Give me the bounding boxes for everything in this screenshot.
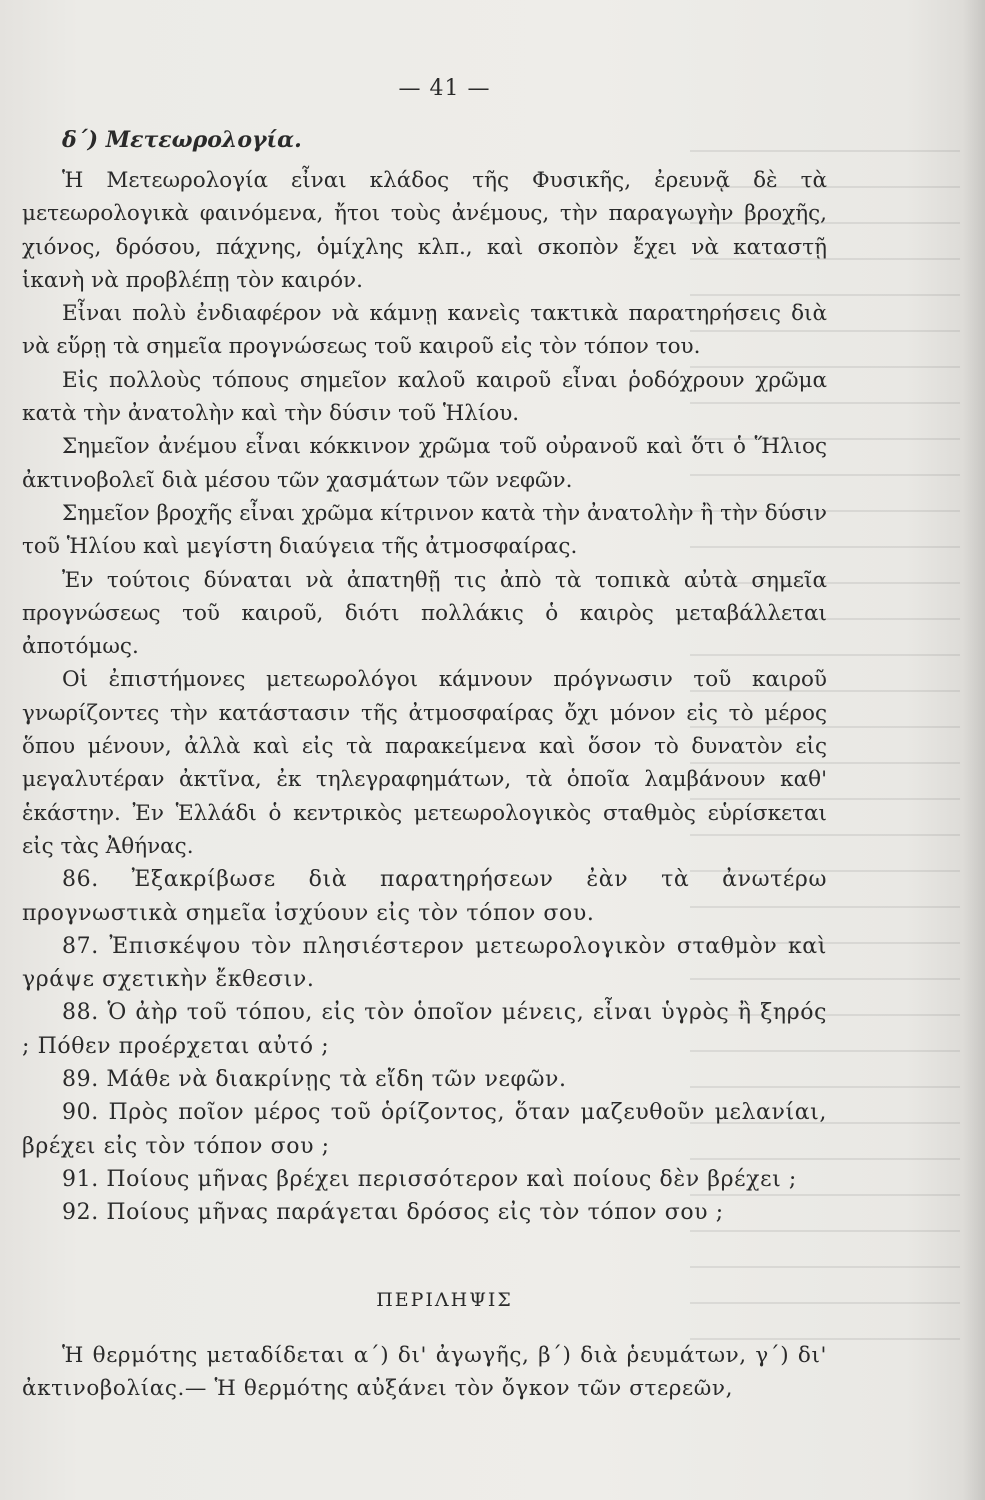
paragraph-good-weather: Εἰς πολλοὺς τόπους σημεῖον καλοῦ καιροῦ εἶναι ῥοδόχρουν χρῶμα κατὰ τὴν ἀνατολὴν καὶ τὴν δύσιν τοῦ Ἡλίου.: [22, 367, 827, 427]
page-content: [22, 72, 827, 1405]
paragraph-wind: Σημεῖον ἀνέμου εἶναι κόκκινον χρῶμα τοῦ οὐρανοῦ καὶ ὅτι ὁ Ἥλιος ἀκτινοβολεῖ διὰ μέσου τῶν χασμάτων τῶν νεφῶν.: [22, 434, 827, 493]
paragraph-scientists: Οἱ ἐπιστήμονες μετεωρολόγοι κάμνουν πρόγνωσιν τοῦ καιροῦ γνωρίζοντες τὴν κατάστασιν τῆς ἀτμοσφαίρας ὄχι μόνον εἰς τὸ μέρος ὅπου μένουν, ἀλλὰ καὶ εἰς τὰ παρακείμενα καὶ ὅσον τὸ δυνατὸν εἰς μεγαλυτέραν ἀκτῖνα, ἐκ τηλεγραφημάτων, τὰ ὁποῖα λαμβάνουν καθ' ἑκάστην. Ἐν Ἑλλάδι ὁ κεντρικὸς μετεωρολογικὸς σταθμὸς εὑρίσκεται εἰς τὰς Ἀθήνας.: [22, 667, 827, 859]
exercise-88: 88. Ὁ ἀὴρ τοῦ τόπου, εἰς τὸν ὁποῖον μένεις, εἶναι ὑγρὸς ἢ ξηρός ; Πόθεν προέρχεται αὐτό ;: [22, 1000, 827, 1059]
paragraph-observations: Εἶναι πολὺ ἐνδιαφέρον νὰ κάμνῃ κανεὶς τακτικὰ παρατηρήσεις διὰ νὰ εὕρῃ τὰ σημεῖα προγνώσεως τοῦ καιροῦ εἰς τὸν τόπον του.: [22, 301, 827, 360]
section-title: δ΄) Μετεωρολογία.: [62, 127, 302, 153]
summary-heading: ΠΕΡΙΛΗΨΙΣ: [376, 1288, 513, 1311]
main-text: [22, 164, 827, 1230]
exercise-87: 87. Ἐπισκέψου τὸν πλησιέστερον μετεωρολογικὸν σταθμὸν καὶ γράψε σχετικὴν ἔκθεσιν.: [22, 933, 827, 993]
paragraph-rain: Σημεῖον βροχῆς εἶναι χρῶμα κίτρινον κατὰ τὴν ἀνατολὴν ἢ τὴν δύσιν τοῦ Ἡλίου καὶ μεγίστη διαύγεια τῆς ἀτμοσφαίρας.: [22, 500, 827, 560]
exercise-86: 86. Ἐξακρίβωσε διὰ παρατηρήσεων ἐὰν τὰ ἀνωτέρω προγνωστικὰ σημεῖα ἰσχύουν εἰς τὸν τόπον σου.: [22, 867, 827, 926]
summary-text: Ἡ θερμότης μεταδίδεται α΄) δι' ἀγωγῆς, β΄) διὰ ῥευμάτων, γ΄) δι' ἀκτινοβολίας.— Ἡ θερμότης αὐξάνει τὸν ὄγκον τῶν στερεῶν,: [22, 1342, 827, 1402]
page-number: — 41 —: [398, 76, 491, 101]
exercise-89: 89. Μάθε νὰ διακρίνῃς τὰ εἴδη τῶν νεφῶν.: [62, 1067, 567, 1093]
exercise-90: 90. Πρὸς ποῖον μέρος τοῦ ὁρίζοντος, ὅταν μαζευθοῦν μελανίαι, βρέχει εἰς τὸν τόπον σου ;: [22, 1100, 827, 1159]
exercise-92: 92. Ποίους μῆνας παράγεται δρόσος εἰς τὸν τόπον σου ;: [62, 1200, 724, 1226]
paragraph-caveat: Ἐν τούτοις δύναται νὰ ἀπατηθῇ τις ἀπὸ τὰ τοπικὰ αὐτὰ σημεῖα προγνώσεως τοῦ καιροῦ, διότι πολλάκις ὁ καιρὸς μεταβάλλεται ἀποτόμως.: [22, 567, 827, 660]
page-edge-shadow: [963, 0, 985, 1500]
exercise-91: 91. Ποίους μῆνας βρέχει περισσότερον καὶ ποίους δὲν βρέχει ;: [62, 1166, 797, 1192]
paragraph-definition: Ἡ Μετεωρολογία εἶναι κλάδος τῆς Φυσικῆς, ἐρευνᾷ δὲ τὰ μετεωρολογικὰ φαινόμενα, ἤτοι τοὺς ἀνέμους, τὴν παραγωγὴν βροχῆς, χιόνος, δρόσου, πάχνης, ὁμίχλης κλπ., καὶ σκοπὸν ἔχει νὰ καταστῇ ἱκανὴ νὰ προβλέπῃ τὸν καιρόν.: [22, 168, 827, 293]
